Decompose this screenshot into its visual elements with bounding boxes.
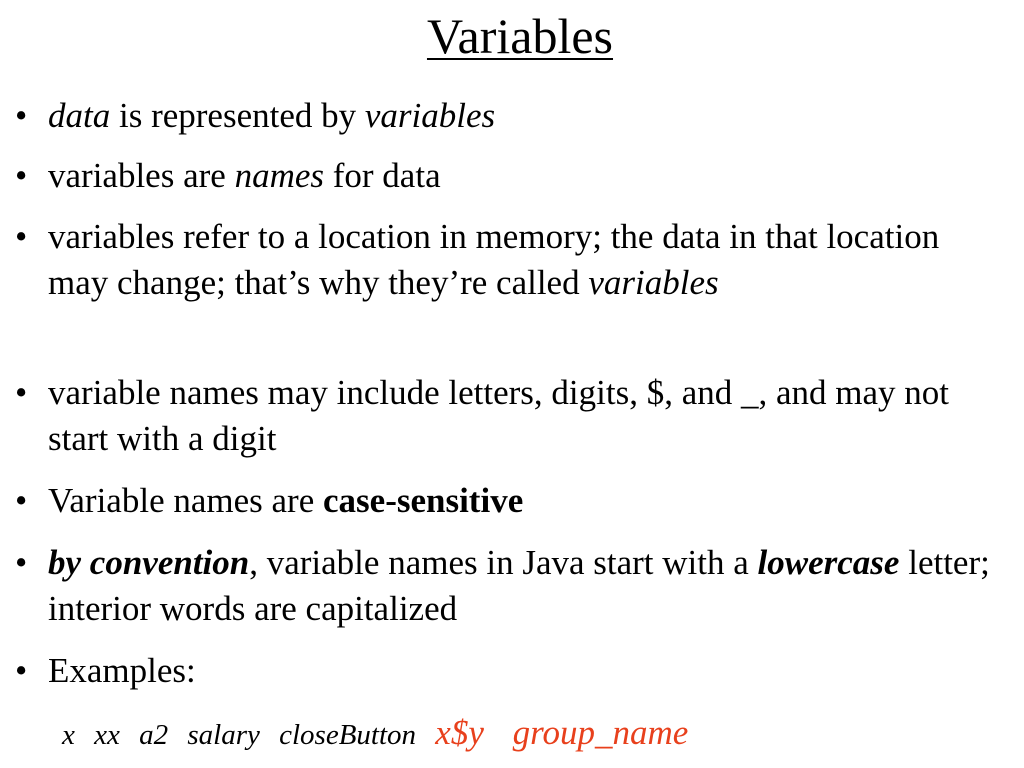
invalid-example-name: x$y <box>435 713 484 752</box>
bullet-text: Variable names are <box>48 481 323 520</box>
bullet-text-italic: names <box>234 156 324 195</box>
examples-red-group <box>435 713 708 752</box>
bullet-text: , variable names in Java start with a <box>249 543 758 582</box>
bullet-text-bold-italic: lowercase <box>757 543 900 582</box>
invalid-example-name: group_name <box>512 713 689 752</box>
bullet-dot: • <box>15 543 28 582</box>
example-name: x <box>62 719 75 751</box>
bullet-text-bold: case-sensitive <box>323 481 524 520</box>
bullet-text: letter; interior words are capitalized <box>48 543 990 628</box>
bullet-text: for data <box>324 156 441 195</box>
bullet-text-italic: data <box>48 96 111 135</box>
bullet-item <box>15 370 1008 462</box>
bullet-dot: • <box>15 217 28 256</box>
example-name: salary <box>187 719 260 751</box>
bullet-text-italic: variables <box>588 263 719 302</box>
bullet-text: variable names may include letters, digits, $, and _, and may not start with a digit <box>48 373 950 458</box>
bullet-text: variables refer to a location in memory; the data in that location may change; that’s why they’re called <box>48 217 940 302</box>
bullet-text-bold-italic: by convention <box>48 543 250 582</box>
bullet-dot: • <box>15 651 28 690</box>
bullet-item <box>15 540 1008 632</box>
bullet-text: variables are <box>48 156 235 195</box>
bullet-dot: • <box>15 481 28 520</box>
example-name: closeButton <box>279 719 417 751</box>
bullet-item <box>15 648 1008 694</box>
bullet-dot: • <box>15 96 28 135</box>
example-name: xx <box>94 719 120 751</box>
bullet-dot: • <box>15 373 28 412</box>
examples-line <box>62 710 708 758</box>
example-name: a2 <box>139 719 169 751</box>
bullet-text-italic: variables <box>364 96 496 135</box>
bullet-item <box>15 214 1008 306</box>
bullet-item <box>15 153 1008 199</box>
bullet-item <box>15 93 1008 139</box>
bullet-item <box>15 478 1008 524</box>
bullet-text: is represented by <box>110 96 365 135</box>
examples-black-group <box>62 719 435 751</box>
bullet-text: Examples: <box>48 651 196 690</box>
slide-title-text: Variables <box>426 8 614 64</box>
bullet-dot: • <box>15 156 28 195</box>
